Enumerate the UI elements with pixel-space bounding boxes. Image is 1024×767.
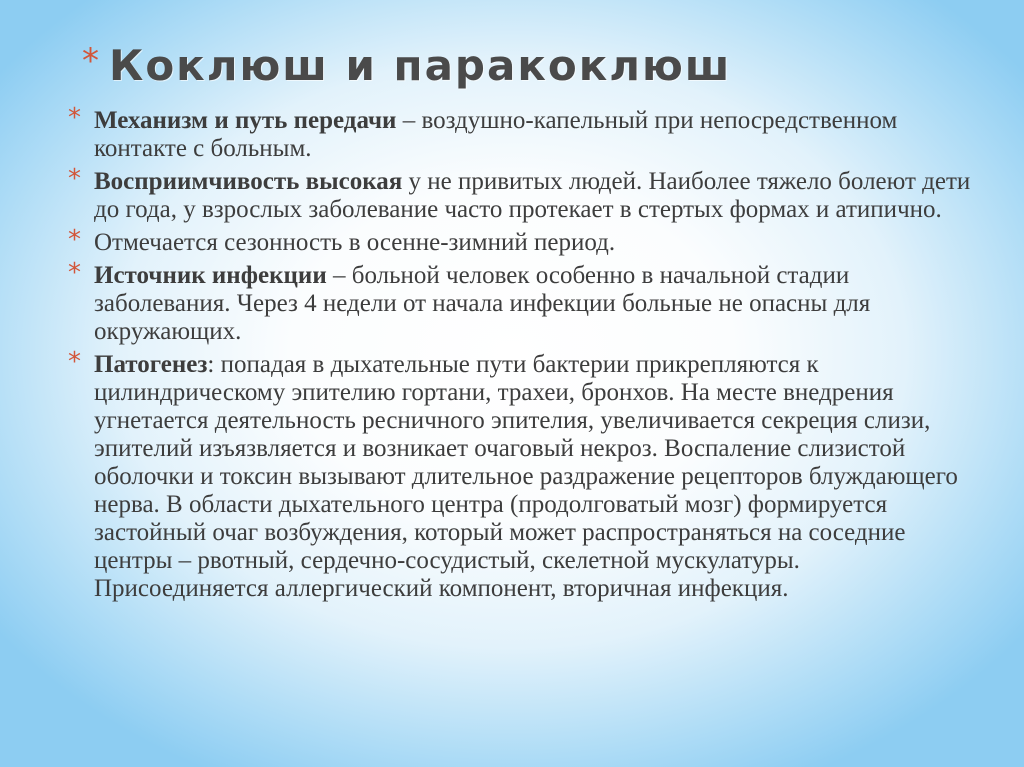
list-item-bold: Источник инфекции (94, 262, 327, 289)
title-text: Коклюш и паракоклюш (109, 41, 732, 90)
list-item (68, 258, 973, 346)
asterisk-icon: * (68, 103, 81, 133)
list-item (68, 164, 973, 224)
list-item-body: у не привитых людей. Наиболее тяжело болеют дети до года, у взрослых заболевание часто протекает в стертых формах и атипично. (94, 168, 971, 223)
list-item-text (94, 351, 973, 603)
list-item-text (94, 262, 973, 346)
list-item-bold: Восприимчивость высокая (94, 168, 403, 195)
list-item-bold: Патогенез (94, 351, 208, 378)
list-item-body: Отмечается сезонность в осенне-зимний период. (94, 229, 616, 256)
asterisk-icon: * (82, 41, 99, 81)
asterisk-icon: * (68, 225, 81, 255)
slide-title (82, 38, 731, 94)
list-item-text (94, 168, 973, 224)
list-item-body: – воздушно-капельный при непосредственном контакте с больным. (94, 107, 898, 162)
list-item (68, 347, 973, 603)
list-item-body: : попадая в дыхательные пути бактерии прикрепляются к цилиндрическому эпителию гортани, трахеи, бронхов. На месте внедрения угнетается деятельность ресничного эпителия, увеличивается секреция слизи, эпителий изъязвляется и возникает очаговый некроз. Воспаление слизистой оболочки и токсин вызывают длительное раздражение рецепторов блуждающего нерва. В области дыхательного центра (продолговатый мозг) формируется застойный очаг возбуждения, который может распространяться на соседние центры – рвотный, сердечно-сосудистый, скелетной мускулатуры. Присоединяется аллергический компонент, вторичная инфекция. (94, 351, 958, 602)
list-item-body: – больной человек особенно в начальной стадии заболевания. Через 4 недели от начала инфекции больные не опасны для окружающих. (94, 262, 871, 345)
bullet-list (68, 103, 973, 608)
asterisk-icon: * (68, 347, 81, 377)
list-item-text (94, 229, 615, 257)
asterisk-icon: * (68, 258, 81, 288)
list-item (68, 103, 973, 163)
list-item-text (94, 107, 973, 163)
list-item (68, 225, 973, 257)
list-item-bold: Механизм и путь передачи (94, 107, 397, 134)
asterisk-icon: * (68, 164, 81, 194)
